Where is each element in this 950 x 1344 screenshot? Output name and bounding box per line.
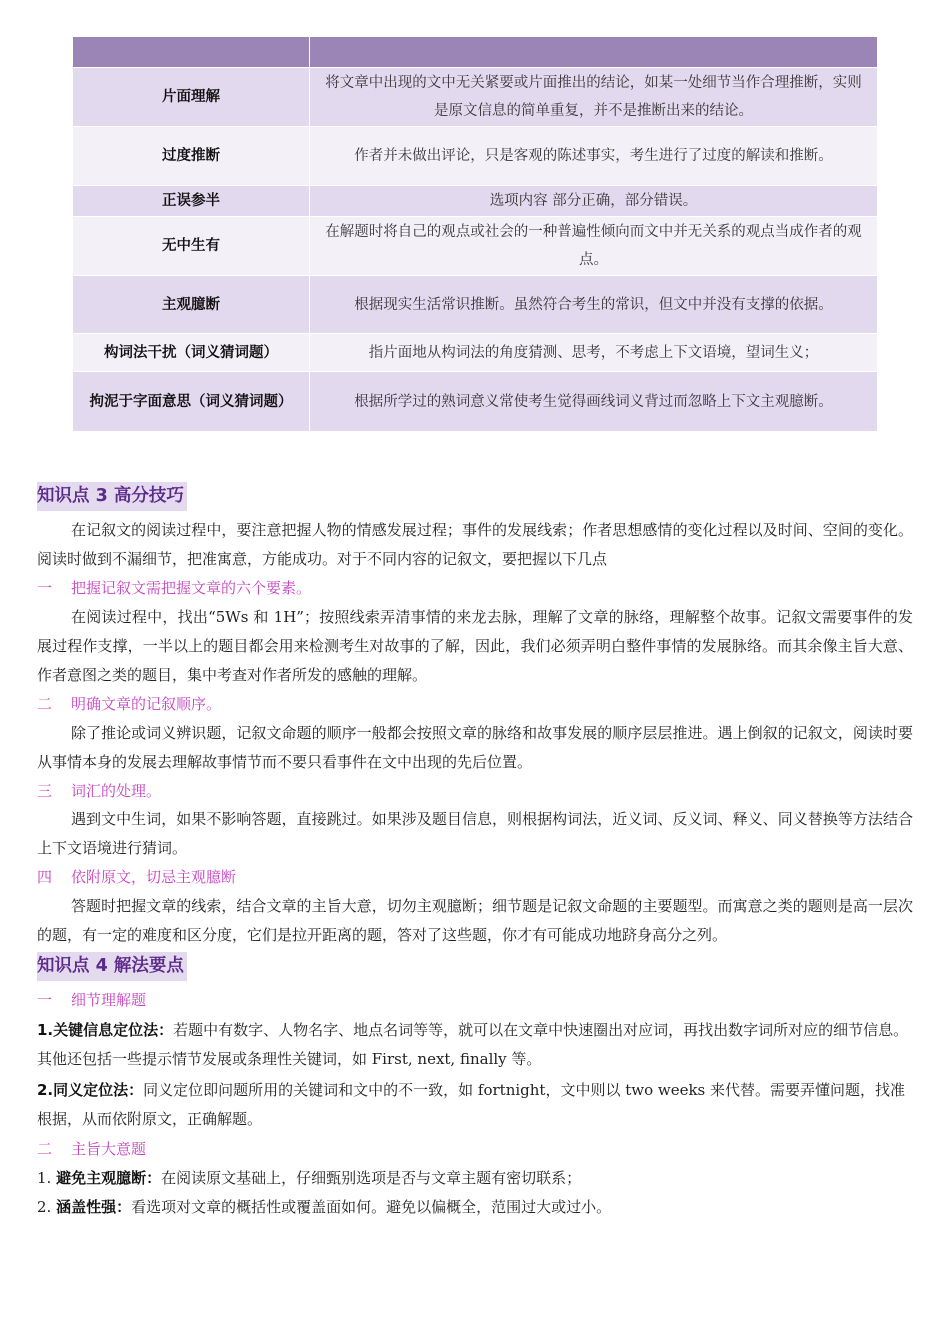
paragraph-3: 遇到文中生词，如果不影响答题，直接跳过。如果涉及题目信息，则根据构词法，近义词、反义词、释义、同义替换等方法结合上下文语境进行猜词。	[37, 810, 913, 857]
subheading-number: 二	[37, 695, 53, 713]
subheading-3	[37, 779, 161, 803]
tip-paragraph-2	[37, 1193, 913, 1222]
subheading-detail	[37, 988, 146, 1012]
table-row	[73, 334, 878, 372]
method-text: 若题中有数字、人物名字、地点名词等等，就可以在文章中快速圈出对应词，再找出数字词所对应的细节信息。其他还包括一些提示情节发展或条理性关键词，如 First, next, finally 等。	[37, 1021, 909, 1068]
desc-cell: 将文章中出现的文中无关紧要或片面推出的结论，如某一处细节当作合理推断，实则是原文信息的简单重复，并不是推断出来的结论。	[310, 68, 878, 127]
section-4-heading: 知识点 4 解法要点	[37, 952, 187, 981]
term-cell: 构词法干扰（词义猜词题）	[73, 334, 310, 372]
subheading-title: 明确文章的记叙顺序。	[71, 695, 222, 713]
subheading-number: 一	[37, 579, 53, 597]
subheading-number: 一	[37, 991, 53, 1009]
term-cell: 拘泥于字面意思（词义猜词题）	[73, 372, 310, 432]
method-text: 同义定位即问题所用的关键词和文中的不一致，如 fortnight，文中则以 two weeks 来代替。需要弄懂问题，找准根据，从而依附原文，正确解题。	[37, 1081, 906, 1128]
term-cell: 过度推断	[73, 127, 310, 186]
method-label: 1.关键信息定位法：	[37, 1021, 174, 1039]
paragraph-1: 在阅读过程中，找出“5Ws 和 1H”；按照线索弄清事情的来龙去脉，理解了文章的脉络，理解整个故事。记叙文需要事件的发展过程作支撑，一半以上的题目都会用来检测考生对故事的了解，因此，我们必须弄明白整件事情的发展脉络。而其余像主旨大意、作者意图之类的题目，集中考查对作者所发的感触的理解。	[37, 608, 913, 684]
method-paragraph-2	[37, 1076, 913, 1134]
subheading-title: 词汇的处理。	[71, 782, 162, 800]
desc-cell: 根据所学过的熟词意义常使考生觉得画线词义背过而忽略上下文主观臆断。	[310, 372, 878, 432]
tip-prefix: 2.	[37, 1198, 57, 1216]
desc-cell: 根据现实生活常识推断。虽然符合考生的常识，但文中并没有支撑的依据。	[310, 276, 878, 334]
table-row	[73, 217, 878, 276]
subheading-number: 三	[37, 782, 53, 800]
error-type-table	[72, 36, 878, 432]
tip-label: 涵盖性强：	[56, 1198, 132, 1216]
tip-text: 在阅读原文基础上，仔细甄别选项是否与文章主题有密切联系；	[161, 1169, 582, 1187]
subheading-number: 四	[37, 868, 53, 886]
table-header-row	[73, 37, 878, 68]
table-header-cell	[310, 37, 878, 68]
term-cell: 主观臆断	[73, 276, 310, 334]
method-label: 2.同义定位法：	[37, 1081, 144, 1099]
desc-cell: 指片面地从构词法的角度猜测、思考，不考虑上下文语境，望词生义；	[310, 334, 878, 372]
section-3-heading: 知识点 3 高分技巧	[37, 482, 187, 511]
subheading-main-idea	[37, 1137, 146, 1161]
table-row	[73, 276, 878, 334]
tip-label: 避免主观臆断：	[56, 1169, 162, 1187]
tip-text: 看选项对文章的概括性或覆盖面如何。避免以偏概全，范围过大或过小。	[131, 1198, 612, 1216]
subheading-4	[37, 865, 236, 889]
table-row	[73, 127, 878, 186]
term-cell: 正误参半	[73, 186, 310, 217]
subheading-1	[37, 576, 311, 600]
paragraph-4: 答题时把握文章的线索，结合文章的主旨大意，切勿主观臆断；细节题是记叙文命题的主要题型。而寓意之类的题则是高一层次的题，有一定的难度和区分度，它们是拉开距离的题，答对了这些题，你才有可能成功地跻身高分之列。	[37, 897, 913, 944]
table-row	[73, 372, 878, 432]
desc-cell: 在解题时将自己的观点或社会的一种普遍性倾向而文中并无关系的观点当成作者的观点。	[310, 217, 878, 276]
table-header-cell	[73, 37, 310, 68]
subheading-title: 依附原文，切忌主观臆断	[71, 868, 237, 886]
tip-paragraph-1	[37, 1164, 913, 1193]
subheading-2	[37, 692, 221, 716]
subheading-title: 主旨大意题	[71, 1140, 147, 1158]
paragraph-2: 除了推论或词义辨识题，记叙文命题的顺序一般都会按照文章的脉络和故事发展的顺序层层推进。遇上倒叙的记叙文，阅读时要从事情本身的发展去理解故事情节而不要只看事件在文中出现的先后位置。	[37, 724, 913, 771]
desc-cell: 选项内容 部分正确，部分错误。	[310, 186, 878, 217]
section-3-intro: 在记叙文的阅读过程中，要注意把握人物的情感发展过程；事件的发展线索；作者思想感情的变化过程以及时间、空间的变化。阅读时做到不漏细节，把准寓意，方能成功。对于不同内容的记叙文，要把握以下几点	[37, 521, 913, 568]
tip-prefix: 1.	[37, 1169, 57, 1187]
term-cell: 无中生有	[73, 217, 310, 276]
subheading-number: 二	[37, 1140, 53, 1158]
subheading-title: 细节理解题	[71, 991, 147, 1009]
subheading-title: 把握记叙文需把握文章的六个要素。	[71, 579, 312, 597]
table-row	[73, 68, 878, 127]
table-row	[73, 186, 878, 217]
desc-cell: 作者并未做出评论，只是客观的陈述事实，考生进行了过度的解读和推断。	[310, 127, 878, 186]
method-paragraph-1	[37, 1016, 913, 1074]
term-cell: 片面理解	[73, 68, 310, 127]
